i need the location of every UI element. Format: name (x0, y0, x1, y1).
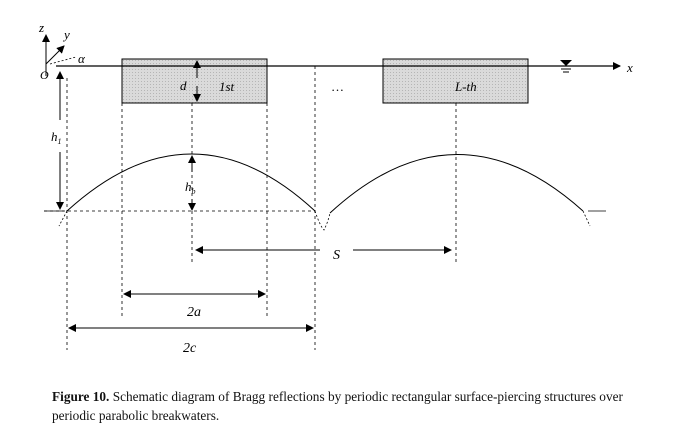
first-structure-label: 1st (219, 79, 235, 94)
lth-structure-label: L-th (455, 79, 477, 94)
z-axis-label: z (39, 20, 45, 35)
alpha-direction (50, 57, 76, 64)
figure-caption (52, 387, 652, 425)
s-label: S (333, 248, 340, 263)
2c-label: 2c (183, 341, 197, 356)
caption-text: Schematic diagram of Bragg reflections by periodic rectangular surface-piercing structures over periodic parabolic breakwaters. (52, 389, 623, 423)
origin-label: O (40, 68, 49, 82)
2a-label: 2a (187, 305, 201, 320)
h1-label: $h_1$ (51, 129, 62, 146)
ellipsis-label: … (331, 79, 344, 94)
parabolic-breakwater-2 (330, 154, 583, 213)
alpha-label: α (78, 51, 85, 66)
hb-label: $h_b$ (185, 179, 196, 196)
y-axis (46, 46, 64, 64)
y-axis-label: y (64, 27, 70, 42)
guide-lines (67, 66, 456, 350)
x-axis-label: x (627, 60, 633, 75)
d-label: d (180, 78, 187, 93)
figure-label: Figure 10. (52, 389, 110, 404)
